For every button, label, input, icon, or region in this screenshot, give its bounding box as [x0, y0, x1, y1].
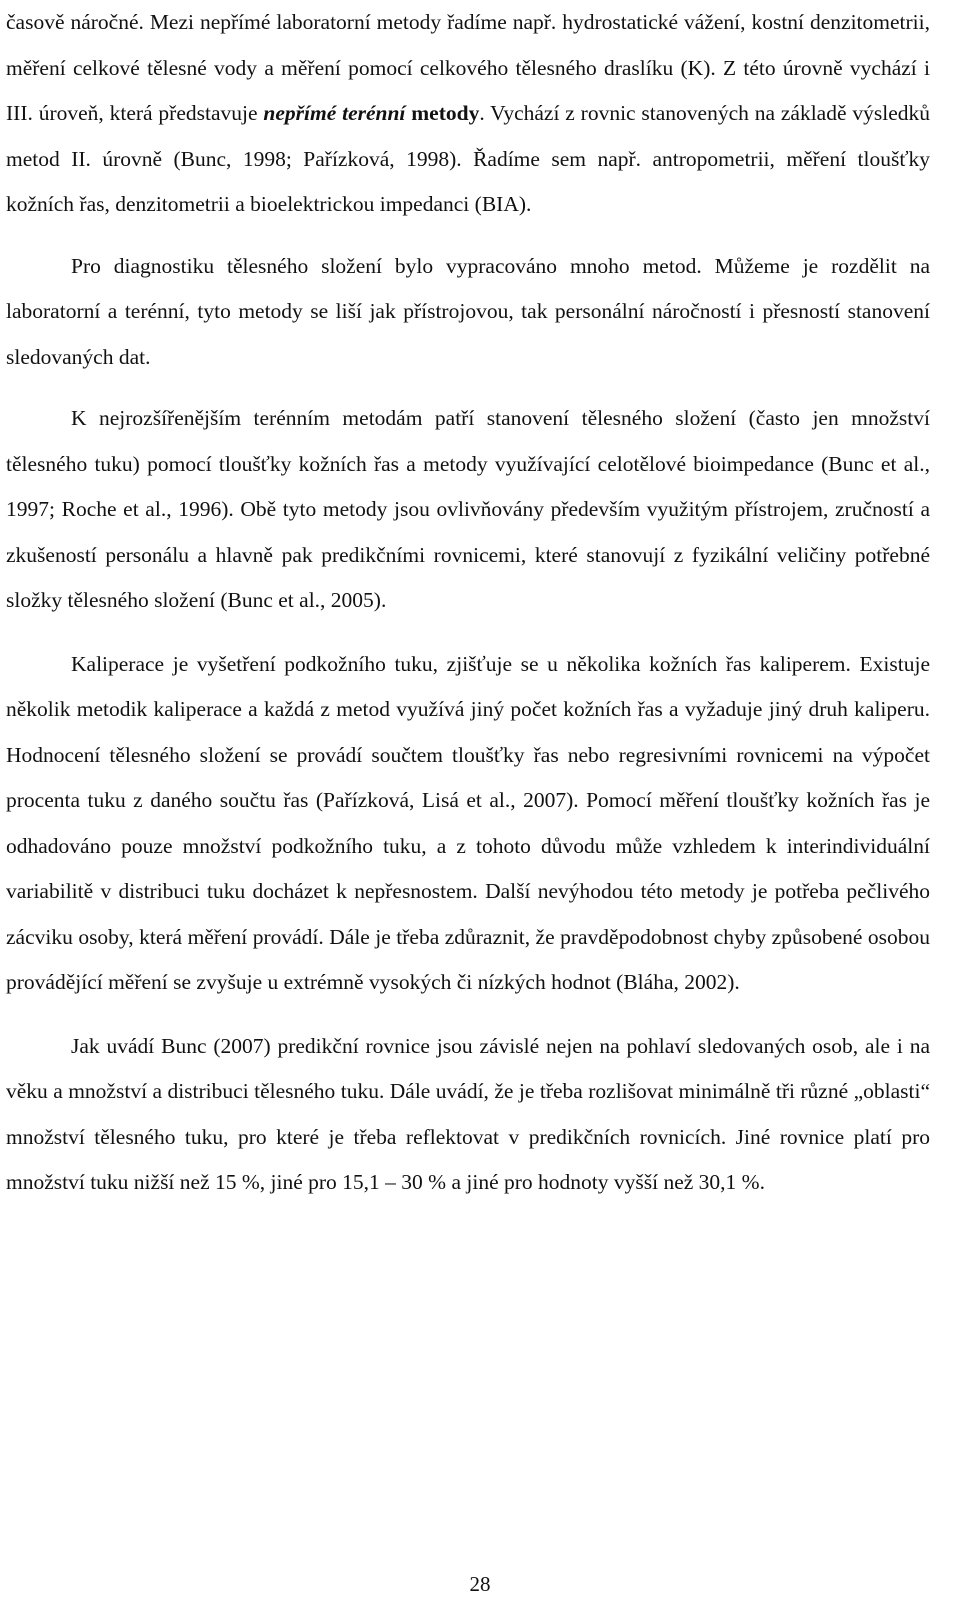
emphasis-indirect-field: nepřímé terénní: [263, 101, 406, 125]
paragraph-continuation: [6, 0, 930, 228]
text-segment: Jak uvádí Bunc (2007) predikční rovnice jsou závislé nejen na pohlaví sledovaných osob, ale i na věku a množství a distribuci tělesného tuku. Dále uvádí, že je třeba rozlišovat minimálně tři různé „oblasti“ množství tělesného tuku, pro které je třeba reflektovat v predikčních rovnicích. Jiné rovnice platí pro množství tuku nižší než 15 %, jiné pro 15,1 – 30 % a jiné pro hodnoty vyšší než 30,1 %.: [6, 1033, 930, 1194]
text-segment: Pro diagnostiku tělesného složení bylo vypracováno mnoho metod. Můžeme je rozdělit na laboratorní a terénní, tyto metody se liší jak přístrojovou, tak personální náročností i přesností stanovení sledovaných dat.: [6, 253, 930, 369]
emphasis-methods: metody: [411, 101, 480, 125]
page-number: 28: [469, 1572, 491, 1596]
text-segment: časově náročné. Mezi nepřímé laboratorní metody řadíme např. hydrostatické vážení, kostní denzitometrii, měření celkové tělesné vody a měření pomocí celkového tělesného draslíku (K). Z této úrovně vychází i III. úroveň, která představuje: [6, 10, 930, 125]
text-segment: Kaliperace je vyšetření podkožního tuku, zjišťuje se u několika kožních řas kaliperem. Existuje několik metodik kaliperace a každá z metod využívá jiný počet kožních řas a vyžaduje jiný druh kaliperu. Hodnocení tělesného složení se provádí součtem tloušťky řas nebo regresivními rovnicemi na výpočet procenta tuku z daného součtu řas (Pařízková, Lisá et al., 2007). Pomocí měření tloušťky kožních řas je odhadováno pouze množství podkožního tuku, a z tohoto důvodu může vzhledem k interindividuální variabilitě v distribuci tuku docházet k nepřesnostem. Další nevýhodou této metody je potřeba pečlivého zácviku osoby, která měření provádí. Dále je třeba zdůraznit, že pravděpodobnost chyby způsobené osobou provádějící měření se zvyšuje u extrémně vysokých či nízkých hodnot (Bláha, 2002).: [6, 651, 930, 994]
paragraph-caliperation: [6, 642, 930, 1006]
body-text: [6, 0, 930, 1206]
text-segment: . Vychází z rovnic stanovených na základě výsledků metod II. úrovně (Bunc, 1998; Pařízková, 1998). Řadíme sem např. antropometrii, měření tloušťky kožních řas, denzitometrii a bioelektrickou impedanci (BIA).: [6, 101, 930, 216]
text-segment: K nejrozšířenějším terénním metodám patří stanovení tělesného složení (často jen množství tělesného tuku) pomocí tloušťky kožních řas a metody využívající celotělové bioimpedance (Bunc et al., 1997; Roche et al., 1996). Obě tyto metody jsou ovlivňovány především využitým přístrojem, zručností a zkušeností personálu a hlavně pak predikčními rovnicemi, které stanovují z fyzikální veličiny potřebné složky tělesného složení (Bunc et al., 2005).: [6, 406, 930, 612]
paragraph-prediction-equations: [6, 1024, 930, 1206]
paragraph-diagnostics: [6, 244, 930, 381]
paragraph-field-methods: [6, 396, 930, 624]
